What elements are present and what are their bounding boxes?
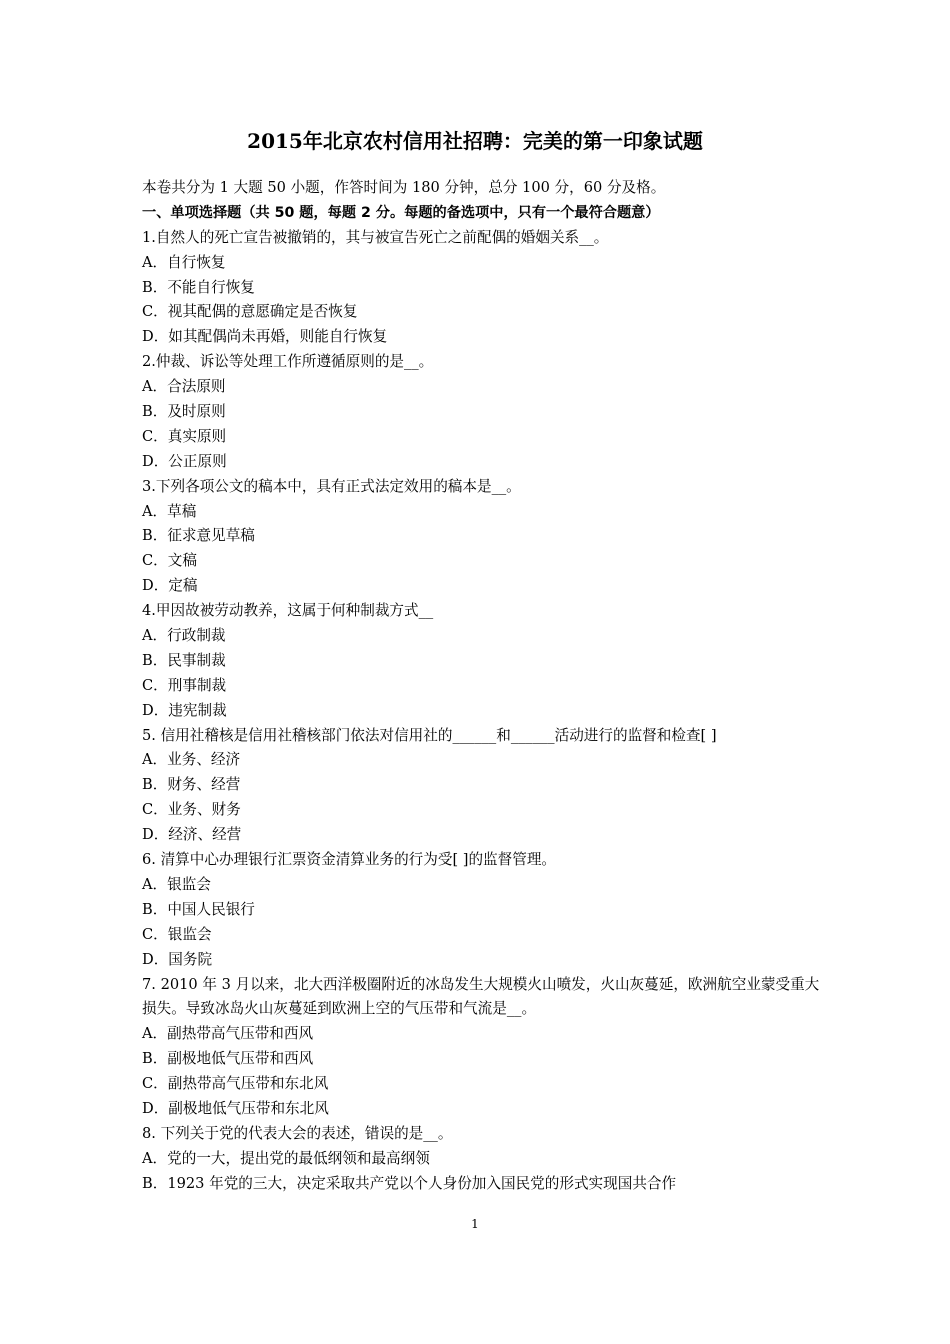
question-5 xyxy=(142,724,822,848)
option-a: A．自行恢复 xyxy=(142,253,226,271)
document-body xyxy=(142,176,822,1197)
option-a: A．副热带高气压带和西风 xyxy=(142,1025,314,1043)
question-7 xyxy=(142,973,822,1122)
option-d: D．违宪制裁 xyxy=(142,701,227,719)
option-d: D．国务院 xyxy=(142,950,213,968)
question-1 xyxy=(142,226,822,350)
option-b: B．中国人民银行 xyxy=(142,900,255,918)
option-a: A．业务、经济 xyxy=(142,751,241,769)
option-a: A．草稿 xyxy=(142,502,197,520)
question-stem: 5. 信用社稽核是信用社稽核部门依法对信用社的______和______活动进行的监督和检查[ ] xyxy=(142,726,717,744)
exam-intro: 本卷共分为 1 大题 50 小题，作答时间为 180 分钟，总分 100 分，60 分及格。 xyxy=(142,179,666,196)
question-stem: 3.下列各项公文的稿本中，具有正式法定效用的稿本是__。 xyxy=(142,477,521,495)
option-a: A．合法原则 xyxy=(142,378,226,396)
option-c: C．刑事制裁 xyxy=(142,676,227,694)
option-c: C．文稿 xyxy=(142,552,197,570)
question-4 xyxy=(142,599,822,723)
option-a: A．党的一大，提出党的最低纲领和最高纲领 xyxy=(142,1149,430,1167)
question-stem: 6. 清算中心办理银行汇票资金清算业务的行为受[ ]的监督管理。 xyxy=(142,851,557,869)
question-stem: 7. 2010 年 3 月以来，北大西洋极圈附近的冰岛发生大规模火山喷发，火山灰蔓延，欧洲航空业蒙受重大损失。导致冰岛火山灰蔓延到欧洲上空的气压带和气流是__。 xyxy=(142,975,820,1018)
option-c: C．副热带高气压带和东北风 xyxy=(142,1075,329,1093)
option-c: C．业务、财务 xyxy=(142,801,241,819)
question-8 xyxy=(142,1122,822,1197)
document-title: 2015年北京农村信用社招聘：完美的第一印象试题 xyxy=(247,129,703,153)
question-2 xyxy=(142,350,822,474)
option-c: C．视其配偶的意愿确定是否恢复 xyxy=(142,303,358,321)
option-b: B．及时原则 xyxy=(142,403,226,421)
question-stem: 1.自然人的死亡宣告被撤销的，其与被宣告死亡之前配偶的婚姻关系__。 xyxy=(142,228,609,246)
question-6 xyxy=(142,848,822,972)
option-a: A．银监会 xyxy=(142,875,211,893)
option-c: C．银监会 xyxy=(142,925,212,943)
question-stem: 4.甲因故被劳动教养，这属于何种制裁方式__ xyxy=(142,602,434,620)
option-c: C．真实原则 xyxy=(142,427,227,445)
option-b: B．财务、经营 xyxy=(142,776,241,794)
option-d: D．定稿 xyxy=(142,577,198,595)
option-d: D．副极地低气压带和东北风 xyxy=(142,1099,329,1117)
option-b: B．1923 年党的三大，决定采取共产党以个人身份加入国民党的形式实现国共合作 xyxy=(142,1174,677,1192)
section-heading: 一、单项选择题（共 50 题，每题 2 分。每题的备选项中，只有一个最符合题意） xyxy=(142,204,660,221)
option-b: B．民事制裁 xyxy=(142,651,226,669)
option-b: B．征求意见草稿 xyxy=(142,527,255,545)
option-d: D．经济、经营 xyxy=(142,826,242,844)
page-number: 1 xyxy=(471,1217,479,1231)
question-stem: 2.仲裁、诉讼等处理工作所遵循原则的是__。 xyxy=(142,353,434,371)
question-stem: 8. 下列关于党的代表大会的表述，错误的是__。 xyxy=(142,1124,453,1142)
option-d: D．如其配偶尚未再婚，则能自行恢复 xyxy=(142,328,388,346)
option-b: B．不能自行恢复 xyxy=(142,278,255,296)
option-a: A．行政制裁 xyxy=(142,627,226,645)
option-d: D．公正原则 xyxy=(142,452,227,470)
option-b: B．副极地低气压带和西风 xyxy=(142,1050,314,1068)
question-3 xyxy=(142,475,822,599)
